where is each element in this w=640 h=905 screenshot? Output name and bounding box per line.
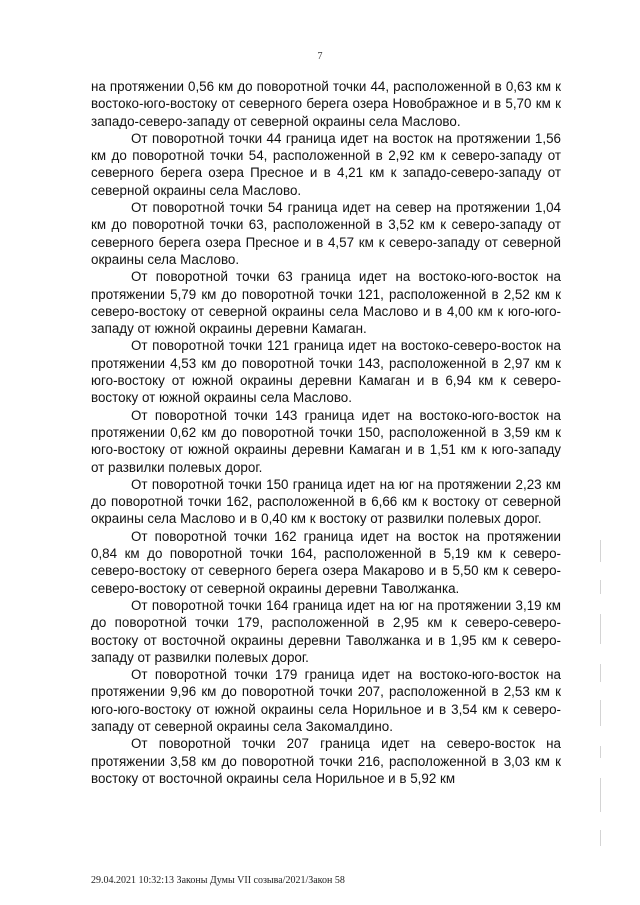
paragraph: От поворотной точки 63 граница идет на востоко-юго-восток на протяжении 5,79 км до поворотной точки 121, расположенной в 2,52 км к северо-востоку от северной окраины села Маслово и в 4,00 км к юго-юго-западу от южной окраины деревни Камаган. [91, 269, 561, 337]
paragraph: От поворотной точки 150 граница идет на юг на протяжении 2,23 км до поворотной точки 162, расположенной в 6,66 км к востоку от северной окраины села Маслово и в 0,40 км к востоку от развилки полевых дорог. [91, 476, 561, 527]
paragraph: От поворотной точки 54 граница идет на север на протяжении 1,04 км до поворотной точки 63, расположенной в 3,52 км к северо-западу от северного берега озера Пресное и в 4,57 км к северо-западу от северной окраины села Маслово. [91, 200, 561, 267]
document-footer: 29.04.2021 10:32:13 Законы Думы VII созыва/2021/Закон 58 [91, 875, 345, 886]
paragraph: От поворотной точки 143 граница идет на востоко-юго-восток на протяжении 0,62 км до поворотной точки 150, расположенной в 3,59 км к юго-востоку от южной окраины деревни Камаган и в 1,51 км к юго-западу от развилки полевых дорог. [91, 407, 561, 475]
paragraph: От поворотной точки 164 граница идет на юг на протяжении 3,19 км до поворотной точки 179, расположенной в 2,95 км к северо-северо-востоку от восточной окраины деревни Таволжанка и в 1,95 км к северо-западу от развилки полевых дорог. [91, 597, 561, 665]
paragraph: От поворотной точки 44 граница идет на восток на протяжении 1,56 км до поворотной точки 54, расположенной в 2,92 км к северо-западу от северного берега озера Пресное и в 4,21 км к западо-северо-западу от северной окраины села Маслово. [91, 130, 561, 198]
paragraph: От поворотной точки 162 граница идет на восток на протяжении 0,84 км до поворотной точки 164, расположенной в 5,19 км к северо-северо-востоку от северного берега озера Макарово и в 5,50 км к северо-северо-востоку от северной окраины деревни Таволжанка. [91, 528, 561, 596]
paragraph-continuation: на протяжении 0,56 км до поворотной точки 44, расположенной в 0,63 км к востоко-юго-востоку от северного берега озера Новображное и в 5,70 км к западо-северо-западу от северной окраины села Маслово. [91, 79, 561, 129]
paragraph: От поворотной точки 121 граница идет на востоко-северо-восток на протяжении 4,53 км до поворотной точки 143, расположенной в 2,97 км к юго-востоку от южной окраины деревни Камаган и в 6,94 км к северо-востоку от южной окраины села Маслово. [91, 338, 561, 406]
margin-registration-stamp [596, 540, 606, 860]
paragraph: От поворотной точки 179 граница идет на востоко-юго-восток на протяжении 9,96 км до поворотной точки 207, расположенной в 2,53 км к юго-юго-востоку от южной окраины села Норильное и в 3,54 км к северо-западу от северной окраины села Закомалдино. [91, 667, 561, 734]
document-body [91, 78, 561, 787]
paragraph: От поворотной точки 207 граница идет на северо-восток на протяжении 3,58 км до поворотной точки 216, расположенной в 3,03 км к востоку от восточной окраины села Норильное и в 5,92 км [91, 736, 561, 786]
page-number: 7 [317, 51, 323, 62]
